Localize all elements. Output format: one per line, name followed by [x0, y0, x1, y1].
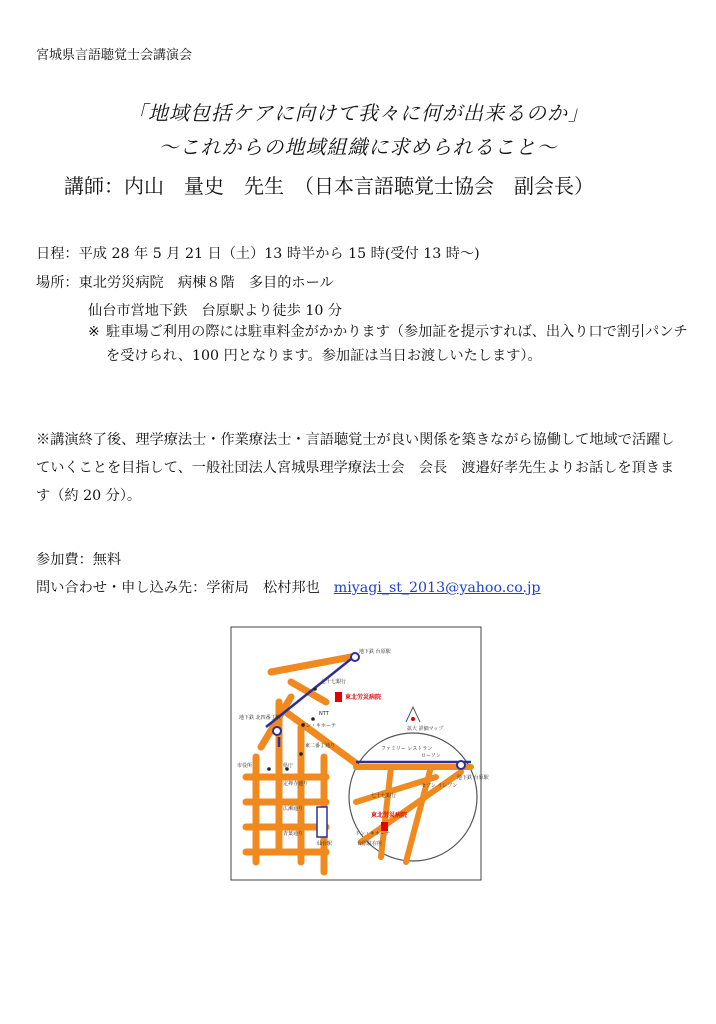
label-hospital-zoom: 東北労災病院	[371, 812, 408, 819]
label-ntt: NTT	[319, 711, 329, 717]
event-access: 仙台市営地下鉄 台原駅より徒歩 10 分	[88, 303, 343, 319]
label-seven: セブン イレブン	[421, 783, 458, 789]
lecture-subtitle: ～これからの地域組織に求められること～	[158, 135, 558, 159]
label-family: ファミリー レストラン	[381, 746, 433, 752]
label-jozenji: 定禅寺通り	[283, 781, 309, 787]
label-kitayobancho: 地下鉄 北四番丁駅	[239, 715, 281, 721]
label-dainohara: 地下鉄 台原駅	[359, 649, 391, 655]
label-higashi-nibancho: 東二番丁通り	[305, 743, 336, 749]
lecturer-line: 講師：内山 量史 先生 （日本言語聴覚士協会 副会長）	[64, 174, 594, 198]
label-lawson: ローソン	[421, 753, 441, 759]
label-dainohara-zoom: 地下鉄 台原駅	[457, 775, 489, 781]
label-bank: 七十七銀行	[321, 679, 347, 685]
contact-email-link[interactable]: miyagi_st_2013@yahoo.co.jp	[333, 580, 541, 596]
label-sendai-station: 仙台駅	[317, 841, 333, 847]
label-prefecture: 県庁	[283, 763, 294, 769]
label-aoba: 青葉通り	[283, 831, 304, 837]
contact-label: 問い合わせ・申し込み先：学術局 松村邦也	[36, 580, 320, 596]
after-lecture-note: ※講演終了後、理学療法士・作業療法士・言語聴覚士が良い関係を築きながら協働して地域で活躍していくことを目指して、一般社団法人宮城県理学療法士会 会長 渡邉好孝先生よりお話しを頂きます（約 20 分）。	[36, 432, 675, 504]
label-city-hall: 市役所	[237, 763, 253, 769]
label-zoom: 拡大 詳細マップ	[407, 726, 444, 732]
contact-line	[36, 577, 541, 597]
event-venue: 場所：東北労災病院 病棟８階 多目的ホール	[36, 275, 334, 291]
label-bank-zoom: 七十七銀行	[371, 793, 397, 799]
label-hospital: 東北労災病院	[345, 694, 382, 701]
participation-fee: 参加費：無料	[36, 552, 122, 568]
parking-note-text: 駐車場ご利用の際には駐車料金がかかります（参加証を提示すれば、出入り口で割引パンチを受けられ、100 円となります。参加証は当日お渡しいたします）。	[106, 324, 688, 364]
label-donki: ドン・キホーテ	[301, 723, 337, 729]
lecture-title: 「地域包括ケアに向けて我々に何が出来るのか」	[127, 101, 589, 125]
zoom-hospital-marker	[381, 822, 388, 831]
parking-note	[88, 320, 688, 368]
event-date: 日程：平成 28 年 5 月 21 日（土）13 時半から 15 時(受付 13 時～)	[36, 246, 480, 262]
access-map	[231, 627, 489, 880]
label-donki-zoom: ドン・キホーテ	[355, 831, 391, 837]
label-police: 台原駐在所	[357, 841, 383, 847]
note-mark: ※	[88, 324, 100, 340]
organizer-title: 宮城県言語聴覚士会講演会	[36, 48, 193, 63]
label-hirose: 広瀬通り	[283, 806, 304, 812]
hospital-marker	[335, 692, 342, 702]
